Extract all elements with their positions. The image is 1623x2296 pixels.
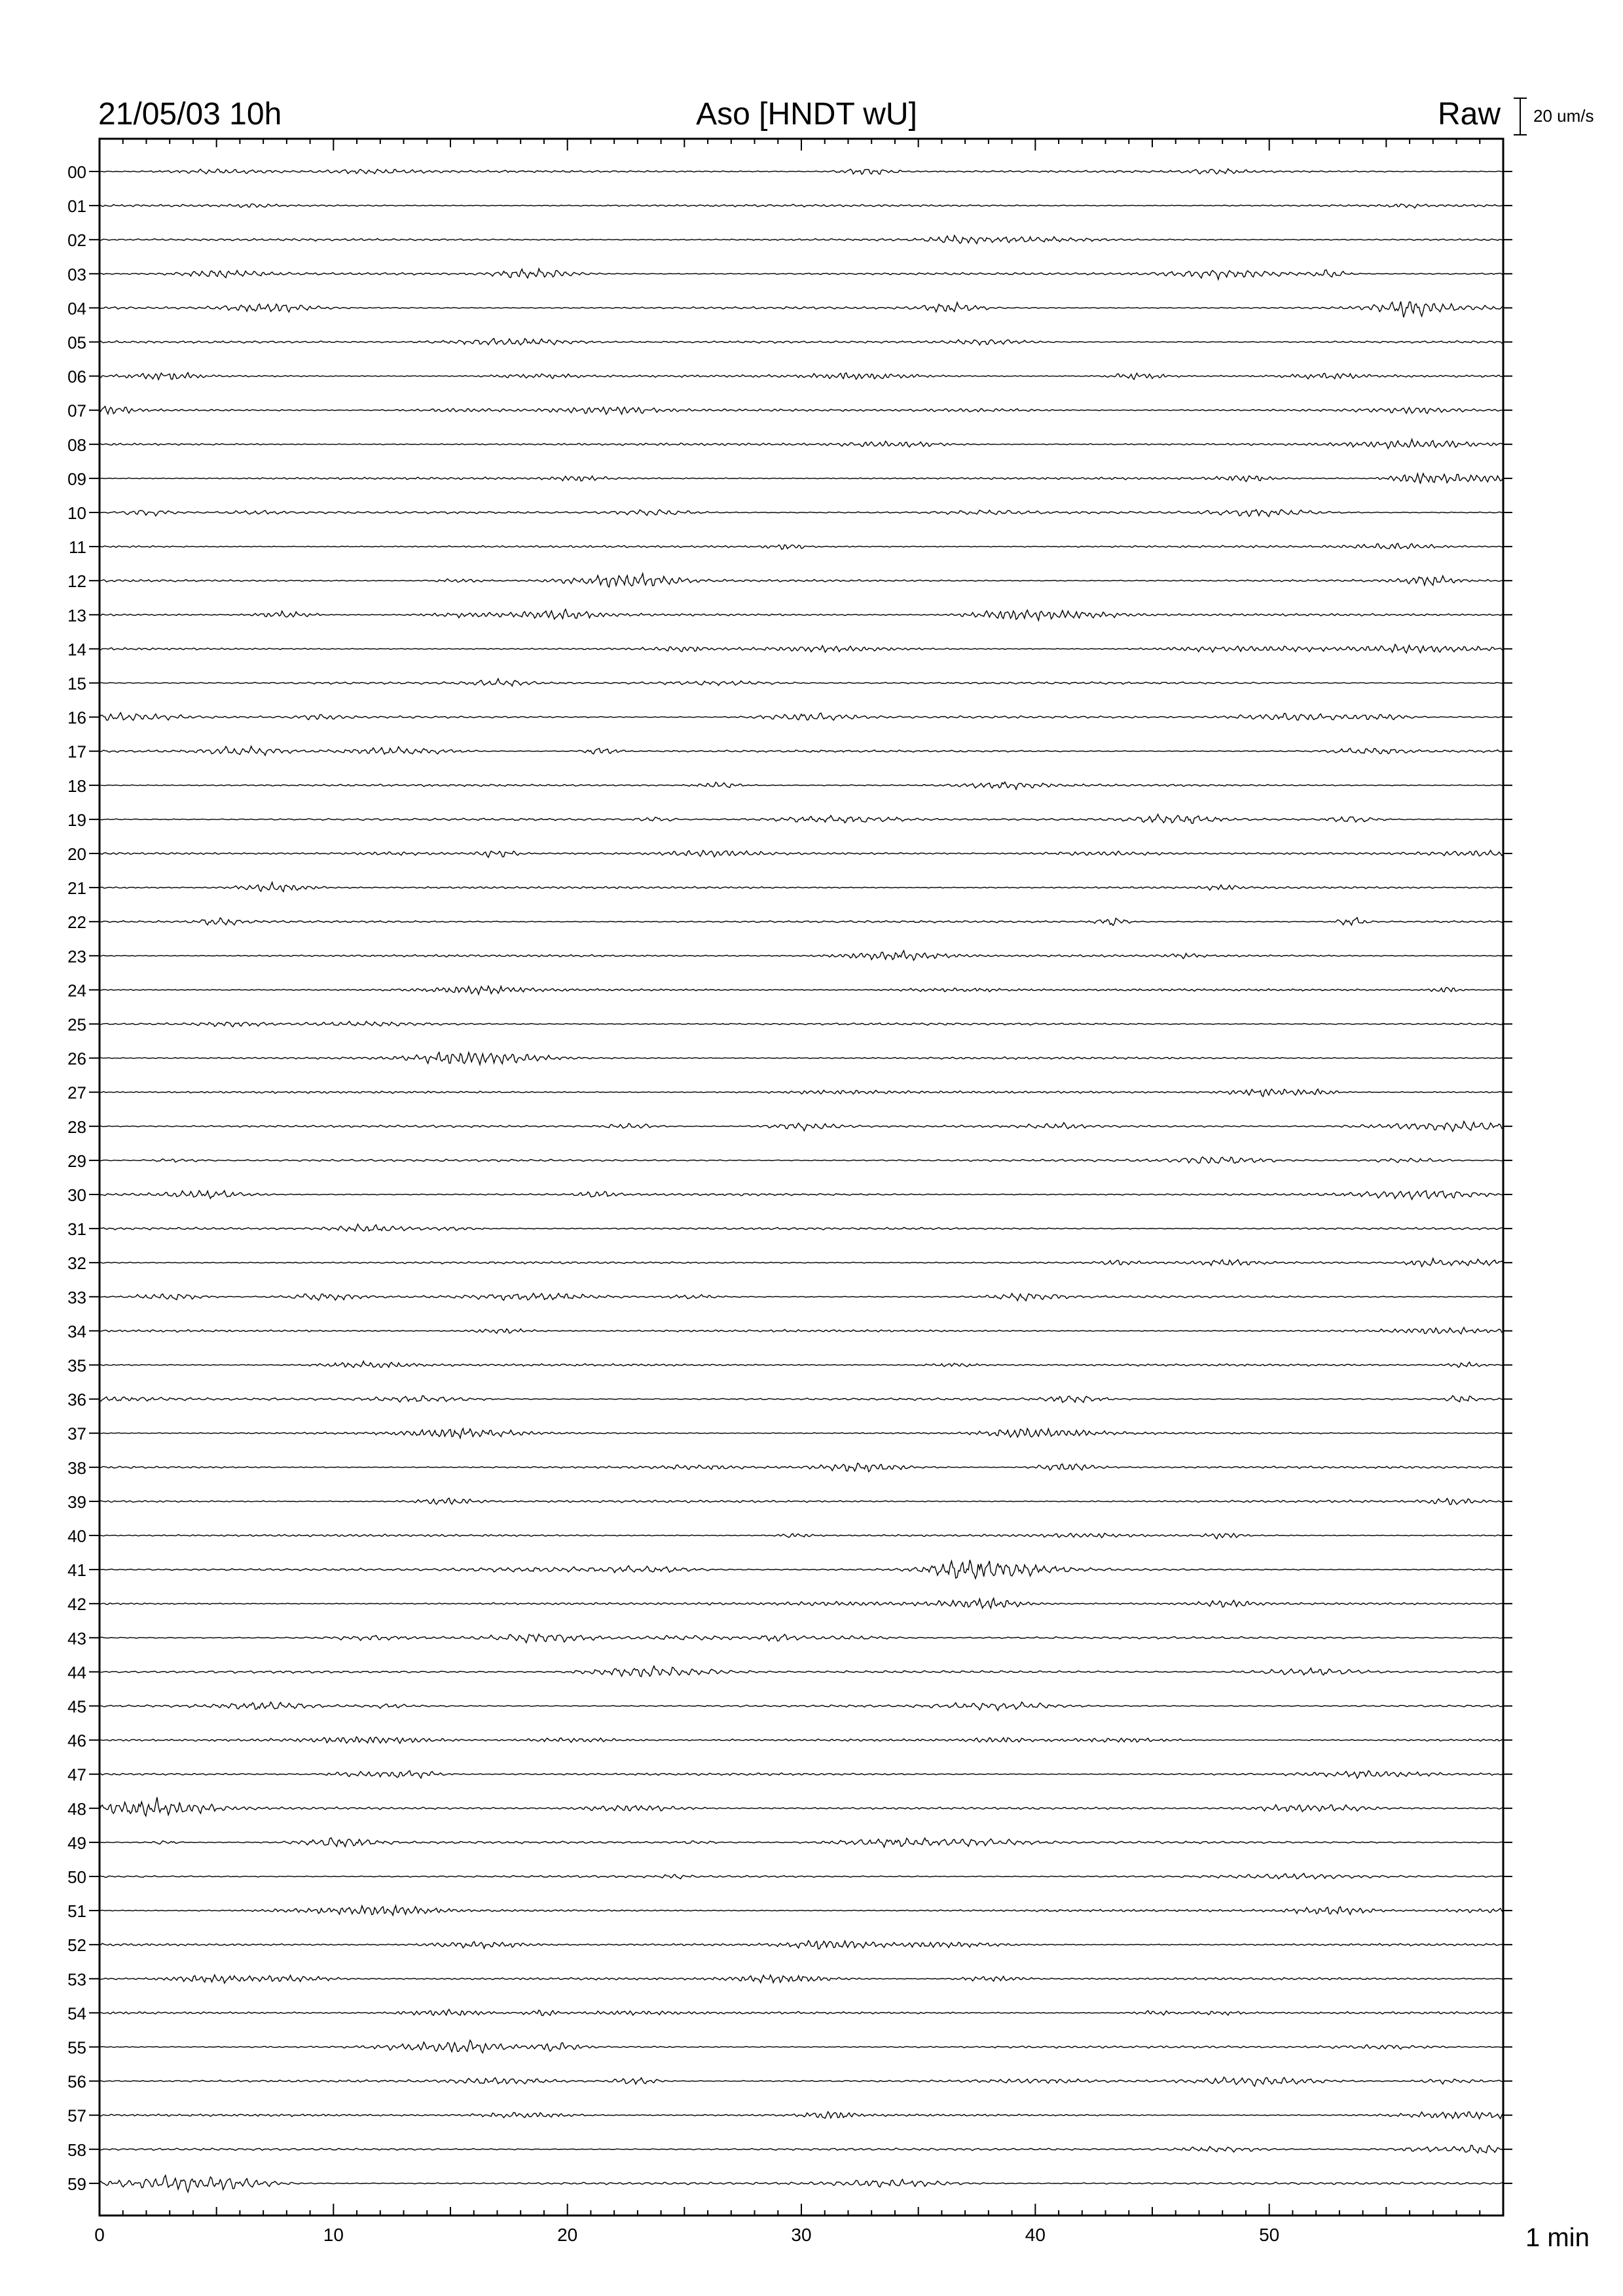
row-label: 07 (67, 401, 86, 421)
row-label: 27 (67, 1083, 86, 1103)
row-label: 35 (67, 1355, 86, 1376)
trace-line (100, 268, 1503, 279)
datetime-label: 21/05/03 10h (98, 97, 282, 132)
mode-label: Raw (1437, 97, 1501, 132)
trace-line (100, 1327, 1503, 1334)
trace-line (100, 1770, 1503, 1778)
trace-line (100, 1737, 1503, 1744)
row-label: 13 (67, 605, 86, 626)
row-label: 19 (67, 810, 86, 830)
trace-line (100, 1259, 1503, 1267)
x-tick-label: 20 (557, 2225, 578, 2245)
trace-line (100, 2009, 1503, 2016)
trace-line (100, 1121, 1503, 1131)
trace-line (100, 1361, 1503, 1368)
trace-line (100, 1293, 1503, 1300)
trace-line (100, 1906, 1503, 1916)
trace-line (100, 609, 1503, 620)
trace-line (100, 1191, 1503, 1200)
row-label: 23 (67, 946, 86, 967)
row-label: 38 (67, 1458, 86, 1478)
row-label: 51 (67, 1901, 86, 1922)
trace-line (100, 814, 1503, 823)
trace-line (100, 1224, 1503, 1231)
row-label: 15 (67, 673, 86, 694)
trace-line (100, 1666, 1503, 1677)
trace-line (100, 1463, 1503, 1472)
row-label: 59 (67, 2174, 86, 2194)
row-labels (67, 162, 1512, 2194)
row-label: 25 (67, 1014, 86, 1035)
x-tick-label: 0 (94, 2225, 105, 2245)
row-label: 54 (67, 2003, 86, 2024)
row-label: 41 (67, 1560, 86, 1581)
trace-line (100, 1838, 1503, 1847)
row-label: 21 (67, 878, 86, 899)
trace-line (100, 372, 1503, 380)
trace-line (100, 439, 1503, 448)
chart-title: Aso [HNDT wU] (696, 97, 917, 132)
row-label: 48 (67, 1799, 86, 1819)
trace-line (100, 1429, 1503, 1439)
row-label: 20 (67, 844, 86, 864)
trace-line (100, 882, 1503, 891)
row-label: 29 (67, 1151, 86, 1171)
row-label: 56 (67, 2072, 86, 2092)
plot-frame (100, 139, 1503, 2215)
trace-line (100, 236, 1503, 244)
row-label: 44 (67, 1662, 86, 1683)
row-label: 52 (67, 1935, 86, 1956)
trace-line (100, 510, 1503, 517)
trace-line (100, 850, 1503, 857)
x-tick-label: 40 (1025, 2225, 1046, 2245)
trace-line (100, 2176, 1503, 2193)
row-label: 00 (67, 162, 86, 182)
trace-line (100, 986, 1503, 995)
trace-line (100, 1089, 1503, 1096)
trace-line (100, 1873, 1503, 1878)
row-label: 01 (67, 196, 86, 217)
row-label: 49 (67, 1833, 86, 1853)
row-label: 10 (67, 503, 86, 523)
row-label: 57 (67, 2106, 86, 2126)
row-label: 34 (67, 1321, 86, 1342)
trace-line (100, 713, 1503, 721)
trace-line (100, 1797, 1503, 1816)
trace-line (100, 1975, 1503, 1983)
trace-line (100, 573, 1503, 587)
row-label: 30 (67, 1185, 86, 1205)
x-tick-labels (94, 2225, 1279, 2245)
trace-line (100, 2077, 1503, 2087)
row-label: 08 (67, 435, 86, 455)
trace-line (100, 918, 1503, 925)
row-label: 16 (67, 708, 86, 728)
trace-line (100, 1534, 1503, 1539)
x-tick-label: 50 (1259, 2225, 1280, 2245)
row-label: 28 (67, 1117, 86, 1137)
row-label: 05 (67, 332, 86, 353)
row-label: 22 (67, 912, 86, 933)
x-axis-label: 1 min (1525, 2223, 1590, 2252)
trace-line (100, 1560, 1503, 1579)
row-label: 24 (67, 980, 86, 1001)
row-label: 47 (67, 1765, 86, 1785)
row-label: 43 (67, 1628, 86, 1649)
scale-label: 20 um/s (1533, 106, 1594, 126)
row-label: 12 (67, 571, 86, 592)
trace-line (100, 782, 1503, 789)
trace-line (100, 679, 1503, 686)
row-label: 32 (67, 1253, 86, 1274)
trace-line (100, 473, 1503, 484)
trace-line (100, 169, 1503, 174)
row-label: 36 (67, 1390, 86, 1410)
trace-line (100, 2040, 1503, 2053)
row-label: 58 (67, 2140, 86, 2160)
trace-line (100, 1498, 1503, 1505)
row-label: 39 (67, 1492, 86, 1512)
row-label: 50 (67, 1867, 86, 1887)
trace-line (100, 746, 1503, 755)
row-label: 09 (67, 469, 86, 489)
trace-line (100, 1634, 1503, 1643)
row-label: 37 (67, 1424, 86, 1444)
trace-line (100, 302, 1503, 317)
trace-line (100, 1157, 1503, 1164)
trace-line (100, 951, 1503, 961)
trace-line (100, 1702, 1503, 1711)
trace-line (100, 204, 1503, 208)
trace-line (100, 645, 1503, 653)
row-label: 40 (67, 1526, 86, 1546)
trace-line (100, 1395, 1503, 1402)
trace-line (100, 406, 1503, 414)
row-label: 02 (67, 230, 86, 251)
trace-line (100, 1052, 1503, 1065)
trace-line (100, 1598, 1503, 1608)
row-label: 53 (67, 1969, 86, 1990)
time-ticks (100, 139, 1503, 2215)
trace-line (100, 1941, 1503, 1949)
row-label: 17 (67, 742, 86, 762)
scale-bar (1514, 98, 1527, 135)
row-label: 04 (67, 298, 86, 319)
row-label: 46 (67, 1731, 86, 1751)
x-tick-label: 10 (323, 2225, 344, 2245)
row-label: 14 (67, 639, 86, 660)
row-label: 31 (67, 1219, 86, 1240)
row-label: 18 (67, 776, 86, 796)
row-label: 03 (67, 264, 86, 285)
row-label: 11 (69, 537, 86, 558)
trace-line (100, 543, 1503, 549)
trace-line (100, 2145, 1503, 2153)
trace-line (100, 338, 1503, 345)
trace-line (100, 2111, 1503, 2119)
trace-line (100, 1021, 1503, 1027)
row-label: 33 (67, 1287, 86, 1308)
traces (100, 169, 1503, 2192)
row-label: 55 (67, 2037, 86, 2058)
row-label: 06 (67, 367, 86, 387)
x-tick-label: 30 (791, 2225, 812, 2245)
row-label: 26 (67, 1049, 86, 1069)
row-label: 42 (67, 1594, 86, 1615)
row-label: 45 (67, 1696, 86, 1717)
